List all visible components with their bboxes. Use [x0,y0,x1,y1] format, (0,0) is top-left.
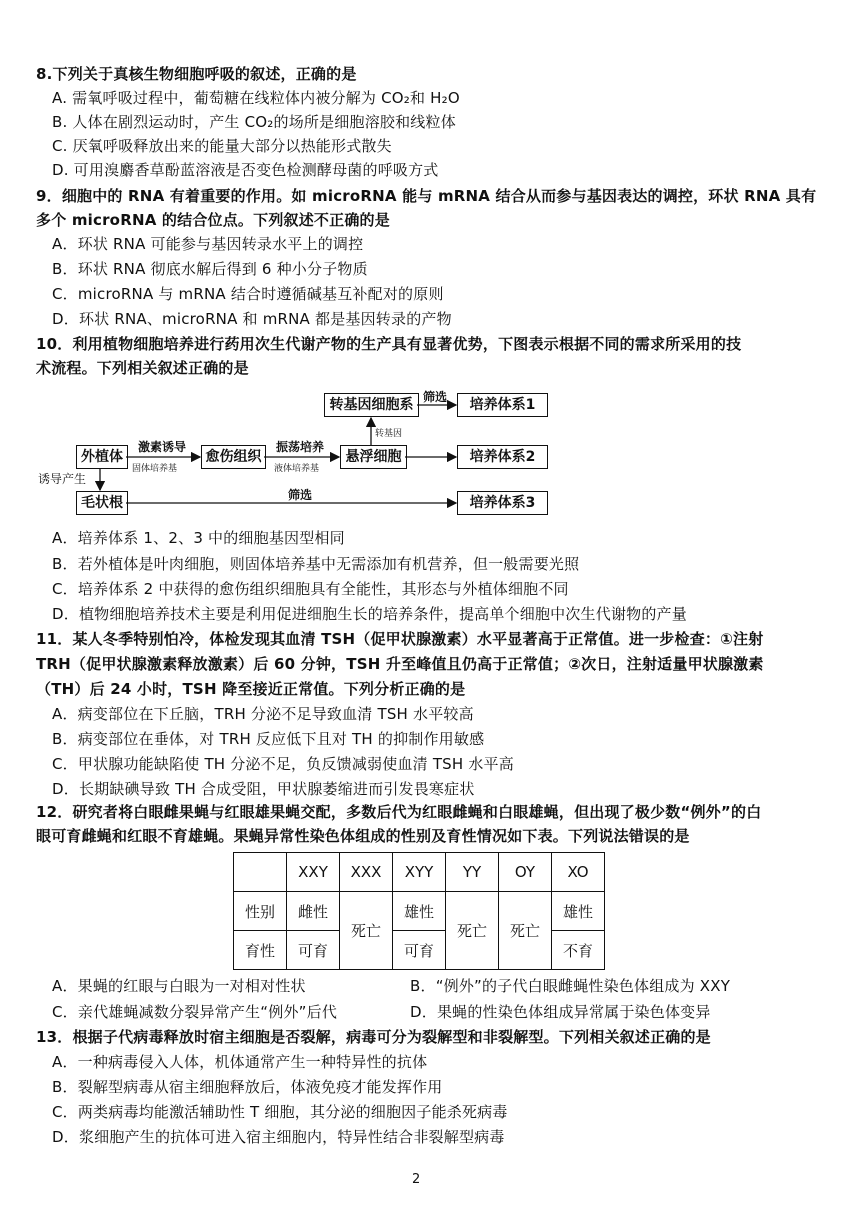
table-cell: 死亡 [499,892,552,970]
q8-option-d: D. 可用溴麝香草酚蓝溶液是否变色检测酵母菌的呼吸方式 [52,161,439,179]
q8-option-c: C. 厌氧呼吸释放出来的能量大部分以热能形式散失 [52,137,392,155]
page-number: 2 [412,1172,421,1187]
q9-option-c: C．microRNA 与 mRNA 结合时遵循碱基互补配对的原则 [52,285,444,303]
q10-option-d: D．植物细胞培养技术主要是利用促进细胞生长的培养条件，提高单个细胞中次生代谢物的产量 [52,605,687,623]
q13-option-b: B．裂解型病毒从宿主细胞释放后，体液免疫才能发挥作用 [52,1078,443,1096]
table-corner-cell [234,853,287,892]
table-header-cell: YY [446,853,499,892]
q8-option-a: A. 需氧呼吸过程中，葡萄糖在线粒体内被分解为 CO₂和 H₂O [52,89,460,107]
table-header-row [234,853,605,892]
q12-option-b: B．“例外”的子代白眼雌蝇性染色体组成为 XXY [410,977,731,995]
q13-option-c: C．两类病毒均能激活辅助性 T 细胞，其分泌的细胞因子能杀死病毒 [52,1103,508,1121]
table-cell: 雄性 [552,892,605,931]
sex-chromosome-table [233,852,605,970]
label-liquid-medium: 液体培养基 [274,464,320,474]
q9-option-b: B．环状 RNA 彻底水解后得到 6 种小分子物质 [52,260,368,278]
q10-option-a: A．培养体系 1、2、3 中的细胞基因型相同 [52,529,345,547]
q12-option-a: A．果蝇的红眼与白眼为一对相对性状 [52,977,306,995]
q11-stem-line2: TRH（促甲状腺激素释放激素）后 60 分钟，TSH 升至峰值且仍高于正常值；②次日，注射适量甲状腺激素 [36,655,764,673]
label-screen-bottom: 筛选 [288,488,313,502]
table-header-cell: XO [552,853,605,892]
label-solid-medium: 固体培养基 [132,464,178,474]
node-callus: 愈伤组织 [201,445,266,469]
q8-option-b: B. 人体在剧烈运动时，产生 CO₂的场所是细胞溶胶和线粒体 [52,113,456,131]
node-explant: 外植体 [76,445,128,469]
q12-stem-line1: 12．研究者将白眼雌果蝇与红眼雄果蝇交配，多数后代为红眼雌蝇和白眼雄蝇，但出现了极少数“例外”的白 [36,803,762,821]
node-culture-system-2: 培养体系2 [457,445,548,469]
q10-stem-line1: 10．利用植物细胞培养进行药用次生代谢产物的生产具有显著优势，下图表示根据不同的需求所采用的技 [36,335,742,353]
table-row-label: 育性 [234,931,287,970]
q9-option-a: A．环状 RNA 可能参与基因转录水平上的调控 [52,235,364,253]
table-cell: 可育 [393,931,446,970]
node-suspension-cells: 悬浮细胞 [340,445,407,469]
label-hormone-induction: 激素诱导 [138,440,187,454]
label-screen-top: 筛选 [423,390,448,404]
q10-stem-line2: 术流程。下列相关叙述正确的是 [36,359,249,377]
q11-stem-line1: 11．某人冬季特别怕冷，体检发现其血清 TSH（促甲状腺激素）水平显著高于正常值。进一步检查：①注射 [36,630,764,648]
node-culture-system-3: 培养体系3 [457,491,548,515]
q11-option-d: D．长期缺碘导致 TH 合成受阻，甲状腺萎缩进而引发畏寒症状 [52,780,475,798]
q13-option-d: D．浆细胞产生的抗体可进入宿主细胞内，特异性结合非裂解型病毒 [52,1128,505,1146]
diagram-arrows [0,0,867,530]
table-header-cell: XYY [393,853,446,892]
table-cell: 死亡 [340,892,393,970]
q9-option-d: D．环状 RNA、microRNA 和 mRNA 都是基因转录的产物 [52,310,452,328]
q13-stem: 13．根据子代病毒释放时宿主细胞是否裂解，病毒可分为裂解型和非裂解型。下列相关叙述正确的是 [36,1028,711,1046]
table-header-cell: XXX [340,853,393,892]
node-culture-system-1: 培养体系1 [457,393,548,417]
label-induce-produce: 诱导产生 [38,472,87,486]
q9-stem-line1: 9．细胞中的 RNA 有着重要的作用。如 microRNA 能与 mRNA 结合从而参与基因表达的调控，环状 RNA 具有 [36,187,817,205]
q11-option-b: B．病变部位在垂体，对 TRH 反应低下且对 TH 的抑制作用敏感 [52,730,485,748]
label-transgene: 转基因 [375,429,403,439]
q9-stem-line2: 多个 microRNA 的结合位点。下列叙述不正确的是 [36,211,390,229]
table-cell: 可育 [287,931,340,970]
q11-stem-line3: （TH）后 24 小时，TSH 降至接近正常值。下列分析正确的是 [36,680,466,698]
node-hairy-root: 毛状根 [76,491,128,515]
q10-option-b: B．若外植体是叶肉细胞，则固体培养基中无需添加有机营养，但一般需要光照 [52,555,580,573]
q8-stem: 8.下列关于真核生物细胞呼吸的叙述，正确的是 [36,65,357,83]
table-cell: 雄性 [393,892,446,931]
q11-option-c: C．甲状腺功能缺陷使 TH 分泌不足，负反馈减弱使血清 TSH 水平高 [52,755,514,773]
q13-option-a: A．一种病毒侵入人体，机体通常产生一种特异性的抗体 [52,1053,428,1071]
label-shake-culture: 振荡培养 [276,440,325,454]
table-row-label: 性别 [234,892,287,931]
q12-option-d: D．果蝇的性染色体组成异常属于染色体变异 [410,1003,711,1021]
table-row-sex [234,892,605,931]
table-cell: 死亡 [446,892,499,970]
q12-option-c: C．亲代雄蝇减数分裂异常产生“例外”后代 [52,1003,338,1021]
table-cell: 雌性 [287,892,340,931]
q11-option-a: A．病变部位在下丘脑，TRH 分泌不足导致血清 TSH 水平较高 [52,705,474,723]
node-transgenic-line: 转基因细胞系 [324,393,419,417]
table-header-cell: OY [499,853,552,892]
table-cell: 不育 [552,931,605,970]
q12-stem-line2: 眼可育雌蝇和红眼不育雄蝇。果蝇异常性染色体组成的性别及育性情况如下表。下列说法错误的是 [36,827,690,845]
q10-option-c: C．培养体系 2 中获得的愈伤组织细胞具有全能性，其形态与外植体细胞不同 [52,580,569,598]
table-header-cell: XXY [287,853,340,892]
